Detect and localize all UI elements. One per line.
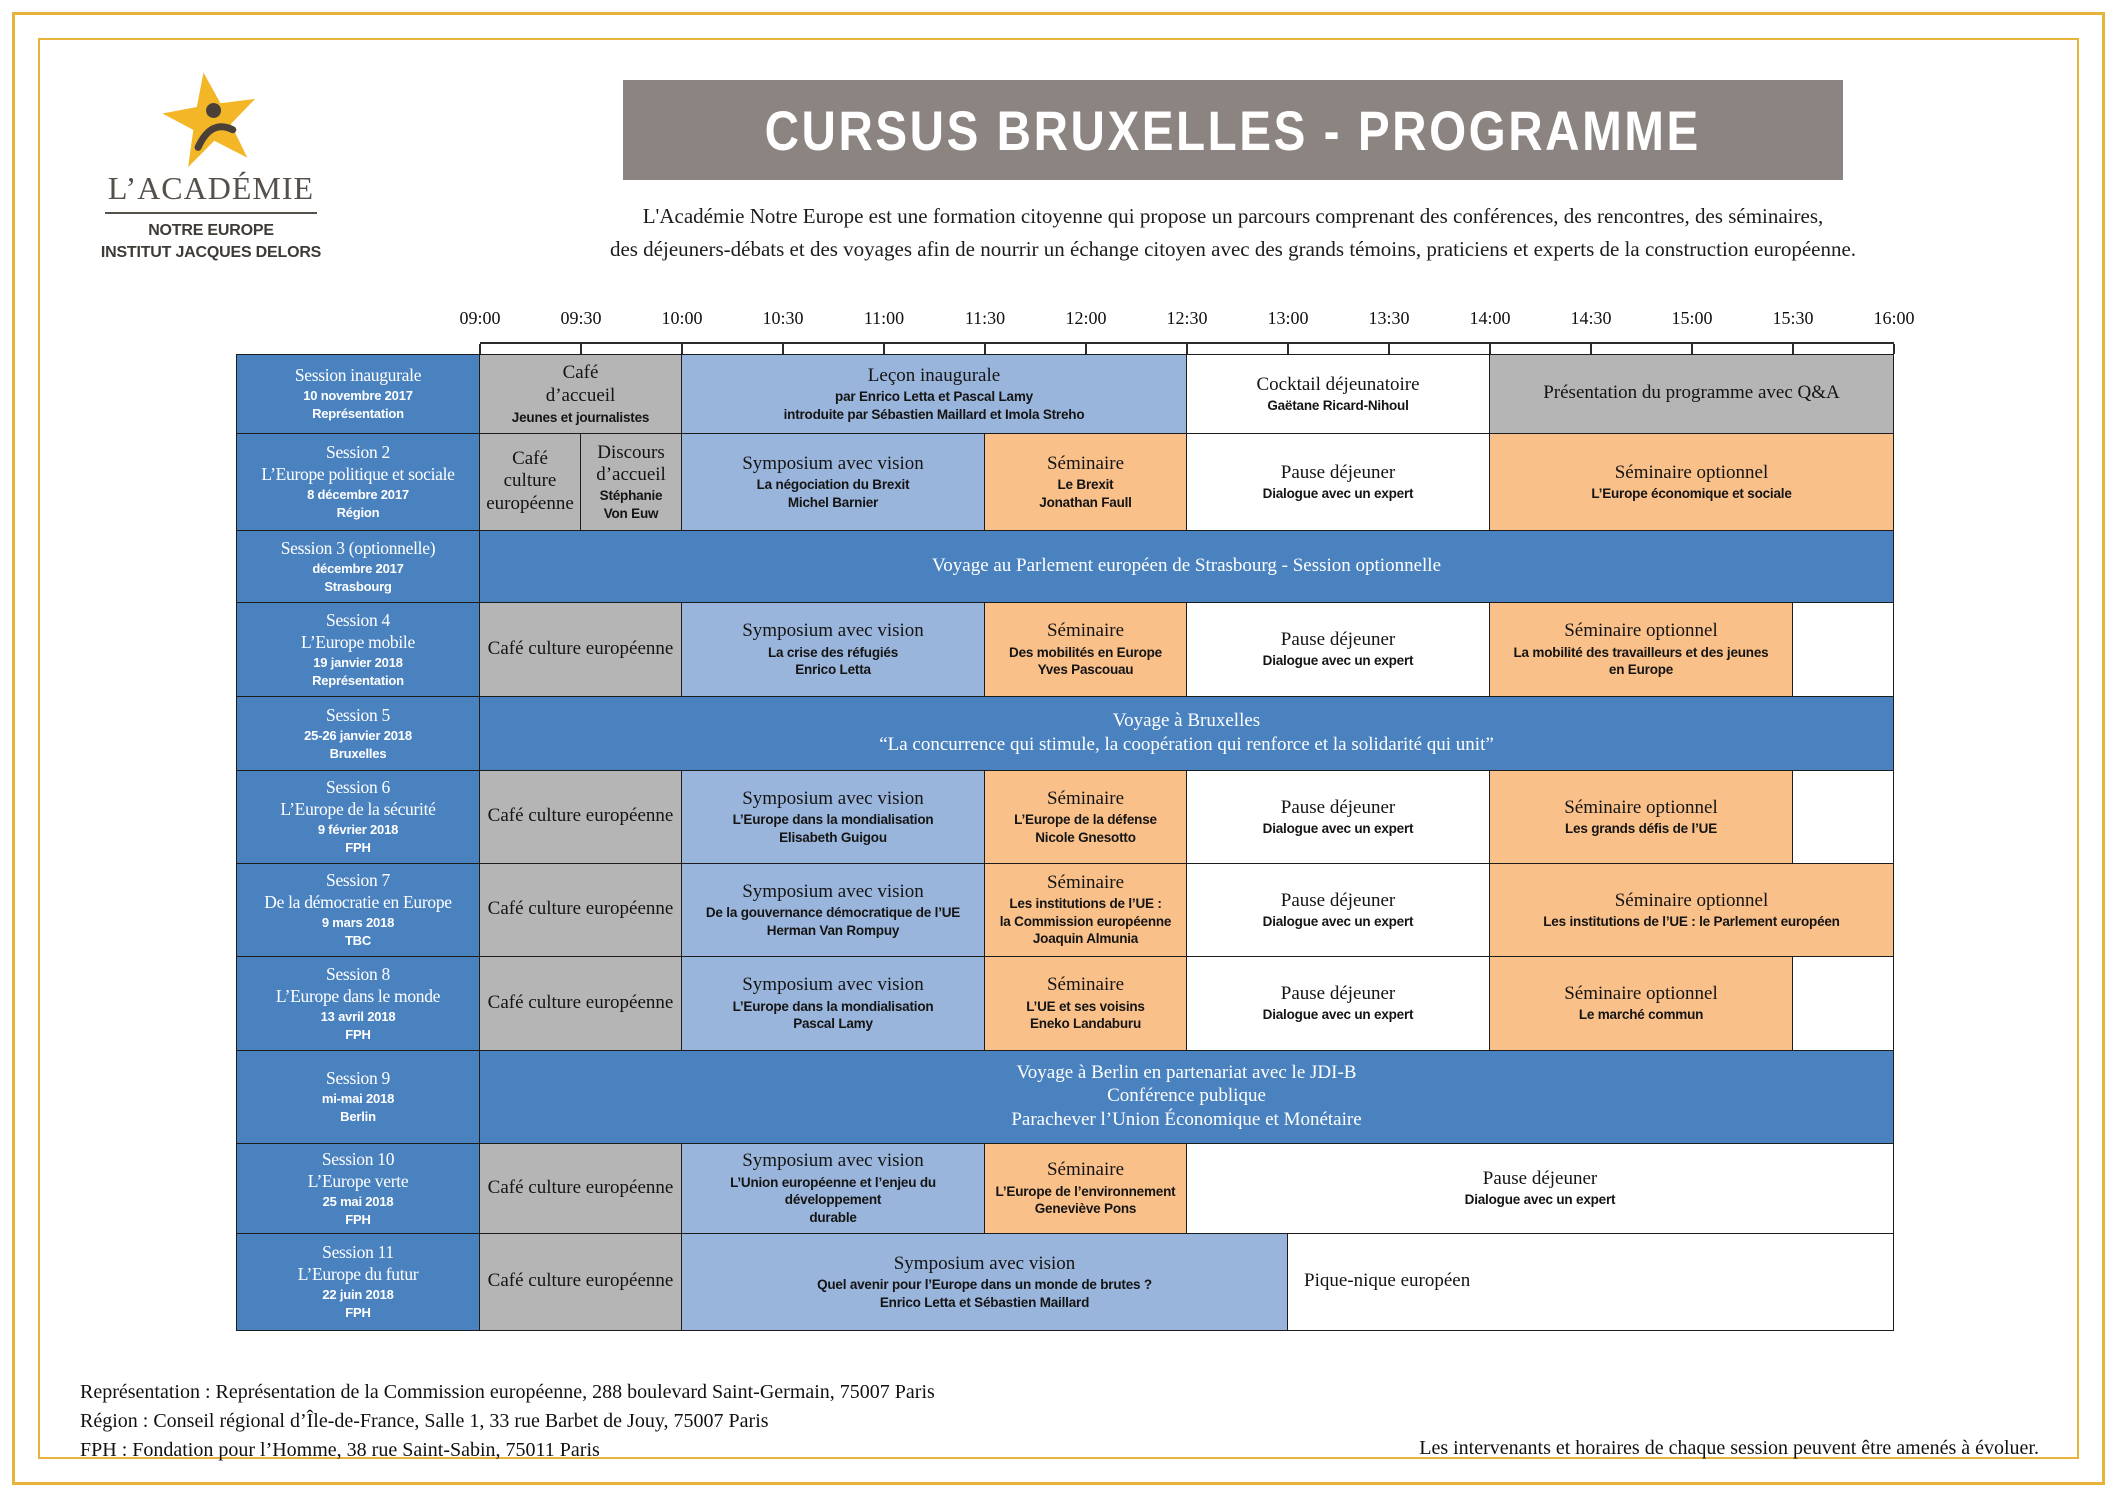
axis-tick [1590, 344, 1592, 354]
cell-detail-line: Nicole Gnesotto [1035, 829, 1136, 845]
cell-detail-line: Yves Pascouau [1037, 662, 1134, 678]
cell-title-line: Parachever l’Union Économique et Monétaire [1011, 1108, 1362, 1130]
symposium-cell [682, 771, 984, 863]
cell-title-line: Pause déjeuner [1280, 796, 1396, 818]
axis-tick [479, 344, 481, 354]
session-detail-line: 8 décembre 2017 [307, 487, 409, 503]
session-detail-line: TBC [344, 933, 372, 948]
venue-legend: Représentation : Représentation de la Commission européenne, 288 boulevard Saint-Germain, 75007 Paris Région : Conseil régional d’Île-de-France, Salle 1, 33 rue Barbet de Jouy, 75007 Paris FPH : Fondation pour l’Homme, 38 rue Saint-Sabin, 75011 Paris [80, 1381, 935, 1461]
cell-title-line: Séminaire [1046, 974, 1125, 996]
cell-title-line: Séminaire [1046, 452, 1125, 474]
session-title-line: De la démocratie en Europe [264, 892, 452, 913]
axis-tick [1085, 344, 1087, 354]
cell-title-line: Café culture européenne [486, 447, 574, 514]
presentation-cell [1490, 355, 1893, 433]
seminaire-cell [985, 603, 1186, 696]
axis-tick [1186, 344, 1188, 354]
cell-title-line: “La concurrence qui stimule, la coopération qui renforce et la solidarité qui unit” [879, 733, 1494, 755]
time-axis [236, 308, 1915, 354]
session-detail-line: décembre 2017 [312, 560, 404, 576]
time-label: 10:30 [762, 308, 804, 328]
seminaire-cell [985, 864, 1186, 956]
session-title-line: Session 8 [326, 963, 390, 984]
title-bar [623, 80, 1843, 180]
cell-detail-line: Enrico Letta et Sébastien Maillard [879, 1294, 1090, 1310]
cell-detail-line: Elisabeth Guigou [779, 829, 887, 845]
session-label [237, 531, 479, 602]
cell-title-line: d’accueil [545, 385, 616, 407]
session-label [237, 864, 479, 956]
cell-title-line: Séminaire [1046, 871, 1125, 893]
time-label: 11:00 [863, 308, 905, 328]
time-label: 09:30 [560, 308, 602, 328]
time-label: 11:30 [964, 308, 1006, 328]
seminaire-cell [985, 434, 1186, 530]
disclaimer-note: Les intervenants et horaires de chaque session peuvent être amenés à évoluer. [1419, 1437, 2039, 1459]
session-title-line: Session 5 [326, 704, 390, 725]
seminaire-optionnel-cell [1490, 771, 1792, 863]
session-detail-line: FPH [345, 1211, 371, 1227]
session-label [237, 434, 479, 530]
axis-tick [580, 344, 582, 354]
axis-tick [782, 344, 784, 354]
session-detail-line: 9 mars 2018 [321, 915, 395, 931]
cocktail-cell [1187, 355, 1489, 433]
cafe-cell [480, 355, 681, 433]
cell-detail-line: Le Brexit [1057, 477, 1114, 493]
cell-title-line: Séminaire optionnel [1614, 461, 1769, 483]
cell-title-line: Conférence publique [1107, 1085, 1266, 1107]
session-title-line: L’Europe verte [307, 1170, 409, 1191]
cell-title-line: Café culture européenne [487, 1176, 674, 1198]
cell-detail-line: Stéphanie Von Euw [599, 488, 663, 521]
pause-cell [1187, 864, 1489, 956]
time-label: 10:00 [661, 308, 703, 328]
session-title-line: L’Europe mobile [301, 631, 415, 652]
axis-tick [1388, 344, 1390, 354]
cell-detail-line: en Europe [1608, 662, 1674, 678]
logo-name: L’ACADÉMIE [107, 170, 315, 206]
pique-nique-cell [1288, 1234, 1893, 1330]
session-title-line: L’Europe politique et sociale [261, 464, 455, 485]
cell-title-line: Symposium avec vision [742, 974, 924, 996]
session-detail-line: 10 novembre 2017 [303, 388, 413, 404]
cell-title-line: Pique-nique européen [1304, 1270, 1471, 1292]
cell-detail-line: Les grands défis de l’UE [1565, 820, 1717, 836]
time-label: 09:00 [459, 308, 501, 328]
time-label: 15:00 [1671, 308, 1713, 328]
session-label [237, 1234, 479, 1330]
cell-detail-line: Dialogue avec un expert [1262, 485, 1414, 501]
cell-detail-line: L’Union européenne et l’enjeu du développement [730, 1174, 936, 1208]
cell-title-line: Symposium avec vision [742, 1150, 924, 1172]
cell-detail-line: Jonathan Faull [1039, 494, 1132, 510]
axis-tick [1893, 344, 1895, 354]
session-detail-line: Représentation [312, 672, 404, 688]
session-detail-line: FPH [345, 1026, 371, 1042]
page-title: CURSUS BRUXELLES - PROGRAMME [764, 98, 1702, 162]
session-label [237, 1051, 479, 1143]
cell-title-line: Pause déjeuner [1482, 1168, 1598, 1190]
cafe-cell [480, 1234, 681, 1330]
cafe-cell [480, 771, 681, 863]
session-detail-line: 22 juin 2018 [322, 1287, 394, 1303]
cafe-cell [480, 603, 681, 696]
session-title-line: Session 9 [326, 1068, 390, 1089]
cell-title-line: Symposium avec vision [742, 880, 924, 902]
cell-detail-line: La mobilité des travailleurs et des jeunes [1513, 644, 1769, 660]
cell-title-line: Symposium avec vision [893, 1252, 1076, 1274]
session-detail-line: 9 février 2018 [317, 822, 399, 838]
cell-title-line: Séminaire [1046, 620, 1125, 642]
cell-title-line: Séminaire optionnel [1564, 983, 1718, 1005]
session-detail-line: Représentation [312, 406, 404, 421]
cell-detail-line: la Commission européenne [999, 913, 1172, 929]
cell-detail-line: Des mobilités en Europe [1009, 644, 1162, 660]
cell-title-line: Café culture européenne [487, 991, 674, 1013]
seminaire-cell [985, 771, 1186, 863]
session-detail-line: 19 janvier 2018 [313, 654, 403, 670]
cell-detail-line: Les institutions de l’UE : le Parlement européen [1543, 913, 1840, 929]
session-label [237, 697, 479, 770]
seminaire-cell [985, 957, 1186, 1050]
session-detail-line: Berlin [340, 1109, 376, 1124]
cell-detail-line: Gaëtane Ricard-Nihoul [1267, 397, 1409, 413]
cell-detail-line: Pascal Lamy [793, 1016, 873, 1032]
empty-cell [1793, 603, 1893, 696]
symposium-cell [682, 1144, 984, 1233]
session-title-line: L’Europe dans le monde [275, 985, 441, 1006]
cell-detail-line: L’Europe de l’environnement [995, 1183, 1176, 1199]
cell-title-line: Pause déjeuner [1280, 461, 1396, 483]
cell-title-line: Séminaire optionnel [1614, 889, 1769, 911]
voyage-cell [480, 697, 1893, 770]
session-detail-line: mi-mai 2018 [321, 1091, 395, 1107]
cell-detail-line: L’UE et ses voisins [1026, 998, 1145, 1014]
discours-cell [581, 434, 681, 530]
cell-title-line: Voyage à Berlin en partenariat avec le JDI-B [1016, 1061, 1357, 1083]
schedule [236, 308, 1915, 1331]
cell-detail-line: Eneko Landaburu [1029, 1016, 1141, 1032]
intro-text: L'Académie Notre Europe est une formation citoyenne qui propose un parcours comprenant des conférences, des rencontres, des séminaires, des déjeuners-débats et des voyages afin de nourrir un échange citoyen avec des grands témoins, praticiens et experts de la construction européenne. [609, 204, 1857, 261]
cell-title-line: Symposium avec vision [742, 620, 924, 642]
seminaire-optionnel-cell [1490, 603, 1792, 696]
cell-detail-line: Herman Van Rompuy [766, 922, 900, 938]
cell-title-line: Pause déjeuner [1280, 629, 1396, 651]
cell-title-line: Café culture européenne [487, 637, 674, 659]
cell-detail-line: par Enrico Letta et Pascal Lamy [835, 389, 1033, 405]
symposium-cell [682, 1234, 1287, 1330]
cell-detail-line: Dialogue avec un expert [1262, 820, 1414, 836]
session-detail-line: 13 avril 2018 [320, 1008, 396, 1024]
cell-detail-line: Les institutions de l’UE : [1009, 896, 1162, 912]
session-title-line: L’Europe du futur [297, 1264, 419, 1285]
session-title-line: Session 10 [321, 1148, 395, 1169]
logo-subtitle-institut: INSTITUT JACQUES DELORS [100, 243, 322, 261]
session-label [237, 355, 479, 433]
cell-detail-line: La négociation du Brexit [756, 477, 910, 493]
cell-detail-line: Jeunes et journalistes [511, 409, 650, 425]
seminaire-optionnel-cell [1490, 434, 1893, 530]
cell-title-line: Séminaire optionnel [1564, 796, 1718, 818]
session-detail-line: 25 mai 2018 [322, 1193, 394, 1209]
session-label [237, 1144, 479, 1233]
symposium-cell [682, 957, 984, 1050]
cell-detail-line: La crise des réfugiés [767, 644, 899, 660]
cell-title-line: Café culture européenne [487, 898, 674, 920]
cell-detail-line: Le marché commun [1578, 1007, 1704, 1023]
cell-title-line: Symposium avec vision [742, 452, 924, 474]
axis-tick [681, 344, 683, 354]
session-title-line: Session 11 [322, 1242, 394, 1263]
cell-detail-line: Joaquin Almunia [1032, 931, 1139, 947]
cell-title-line: Séminaire [1046, 787, 1125, 809]
cell-title-line: Séminaire [1046, 1159, 1125, 1181]
schedule-grid [236, 354, 1894, 1331]
cell-title-line: Pause déjeuner [1280, 889, 1396, 911]
empty-cell [1793, 957, 1893, 1050]
time-label: 14:30 [1570, 308, 1612, 328]
cell-detail-line: Dialogue avec un expert [1262, 913, 1414, 929]
time-label: 16:00 [1873, 308, 1915, 328]
cell-detail-line: L’Europe de la défense [1014, 812, 1157, 828]
cell-detail-line: Dialogue avec un expert [1262, 653, 1414, 669]
cell-title-line: Pause déjeuner [1280, 983, 1396, 1005]
time-label: 15:30 [1772, 308, 1814, 328]
pause-cell [1187, 1144, 1893, 1233]
cafe-cell [480, 957, 681, 1050]
time-label: 12:30 [1166, 308, 1208, 328]
academy-logo [95, 72, 327, 263]
cell-detail-line: Dialogue avec un expert [1464, 1192, 1616, 1208]
session-title-line: Session 2 [326, 442, 390, 463]
cell-title-line: Voyage au Parlement européen de Strasbourg - Session optionnelle [931, 554, 1442, 576]
session-title-line: Session 6 [326, 777, 390, 798]
cell-title-line: Voyage à Bruxelles [1112, 710, 1261, 732]
pause-cell [1187, 434, 1489, 530]
logo-subtitle-notre-europe: NOTRE EUROPE [148, 222, 274, 239]
session-title-line: L’Europe de la sécurité [280, 799, 436, 820]
cell-detail-line: Enrico Letta [795, 662, 871, 678]
seminaire-cell [985, 1144, 1186, 1233]
cell-detail-line: L’Europe dans la mondialisation [732, 998, 934, 1014]
session-detail-line: FPH [345, 840, 371, 855]
cell-detail-line: Michel Barnier [787, 494, 879, 510]
pause-cell [1187, 603, 1489, 696]
session-label [237, 603, 479, 696]
cell-title-line: Café [562, 361, 599, 383]
cafe-cell [480, 864, 681, 956]
cafe-cell [480, 434, 580, 530]
cell-detail-line: De la gouvernance démocratique de l’UE [705, 905, 961, 921]
cell-title-line: Symposium avec vision [742, 787, 924, 809]
seminaire-optionnel-cell [1490, 864, 1893, 956]
cell-title-line: Leçon inaugurale [867, 364, 1001, 386]
voyage-cell [480, 531, 1893, 602]
session-detail-line: Région [336, 505, 380, 520]
voyage-cell [480, 1051, 1893, 1143]
pause-cell [1187, 771, 1489, 863]
time-label: 14:00 [1469, 308, 1511, 328]
cell-title-line: Café culture européenne [487, 805, 674, 827]
cell-title-line: Discours d’accueil [596, 441, 666, 485]
axis-tick [883, 344, 885, 354]
cell-detail-line: introduite par Sébastien Maillard et Imola Streho [783, 406, 1085, 422]
axis-tick [984, 344, 986, 354]
lecon-inaugurale-cell [682, 355, 1186, 433]
cell-detail-line: durable [809, 1209, 857, 1225]
session-title-line: Session 7 [326, 870, 390, 891]
symposium-cell [682, 603, 984, 696]
cell-title-line: Présentation du programme avec Q&A [1543, 382, 1840, 404]
symposium-cell [682, 434, 984, 530]
axis-tick [1287, 344, 1289, 354]
cell-title-line: Café culture européenne [487, 1270, 674, 1292]
session-title-line: Session inaugurale [294, 365, 422, 386]
session-detail-line: 25-26 janvier 2018 [304, 727, 412, 743]
time-label: 13:00 [1267, 308, 1309, 328]
pause-cell [1187, 957, 1489, 1050]
session-title-line: Session 4 [326, 609, 390, 630]
cell-detail-line: L’Europe dans la mondialisation [732, 812, 934, 828]
empty-cell [1793, 771, 1893, 863]
session-label [237, 771, 479, 863]
session-label [237, 957, 479, 1050]
star-icon [161, 72, 261, 168]
cell-detail-line: Geneviève Pons [1034, 1201, 1137, 1217]
cell-detail-line: Quel avenir pour l’Europe dans un monde de brutes ? [817, 1277, 1152, 1293]
axis-tick [1489, 344, 1491, 354]
cafe-cell [480, 1144, 681, 1233]
cell-title-line: Séminaire optionnel [1564, 620, 1718, 642]
cell-detail-line: L’Europe économique et sociale [1591, 485, 1792, 501]
logo-rule [105, 212, 317, 214]
cell-detail-line: Dialogue avec un expert [1262, 1007, 1414, 1023]
session-detail-line: FPH [345, 1305, 371, 1320]
symposium-cell [682, 864, 984, 956]
time-label: 13:30 [1368, 308, 1410, 328]
axis-tick [1792, 344, 1794, 354]
session-title-line: Session 3 (optionnelle) [280, 537, 436, 558]
axis-tick [1691, 344, 1693, 354]
time-label: 12:00 [1065, 308, 1107, 328]
session-detail-line: Strasbourg [324, 578, 392, 594]
seminaire-optionnel-cell [1490, 957, 1792, 1050]
session-detail-line: Bruxelles [329, 745, 387, 761]
cell-title-line: Cocktail déjeunatoire [1256, 373, 1420, 395]
